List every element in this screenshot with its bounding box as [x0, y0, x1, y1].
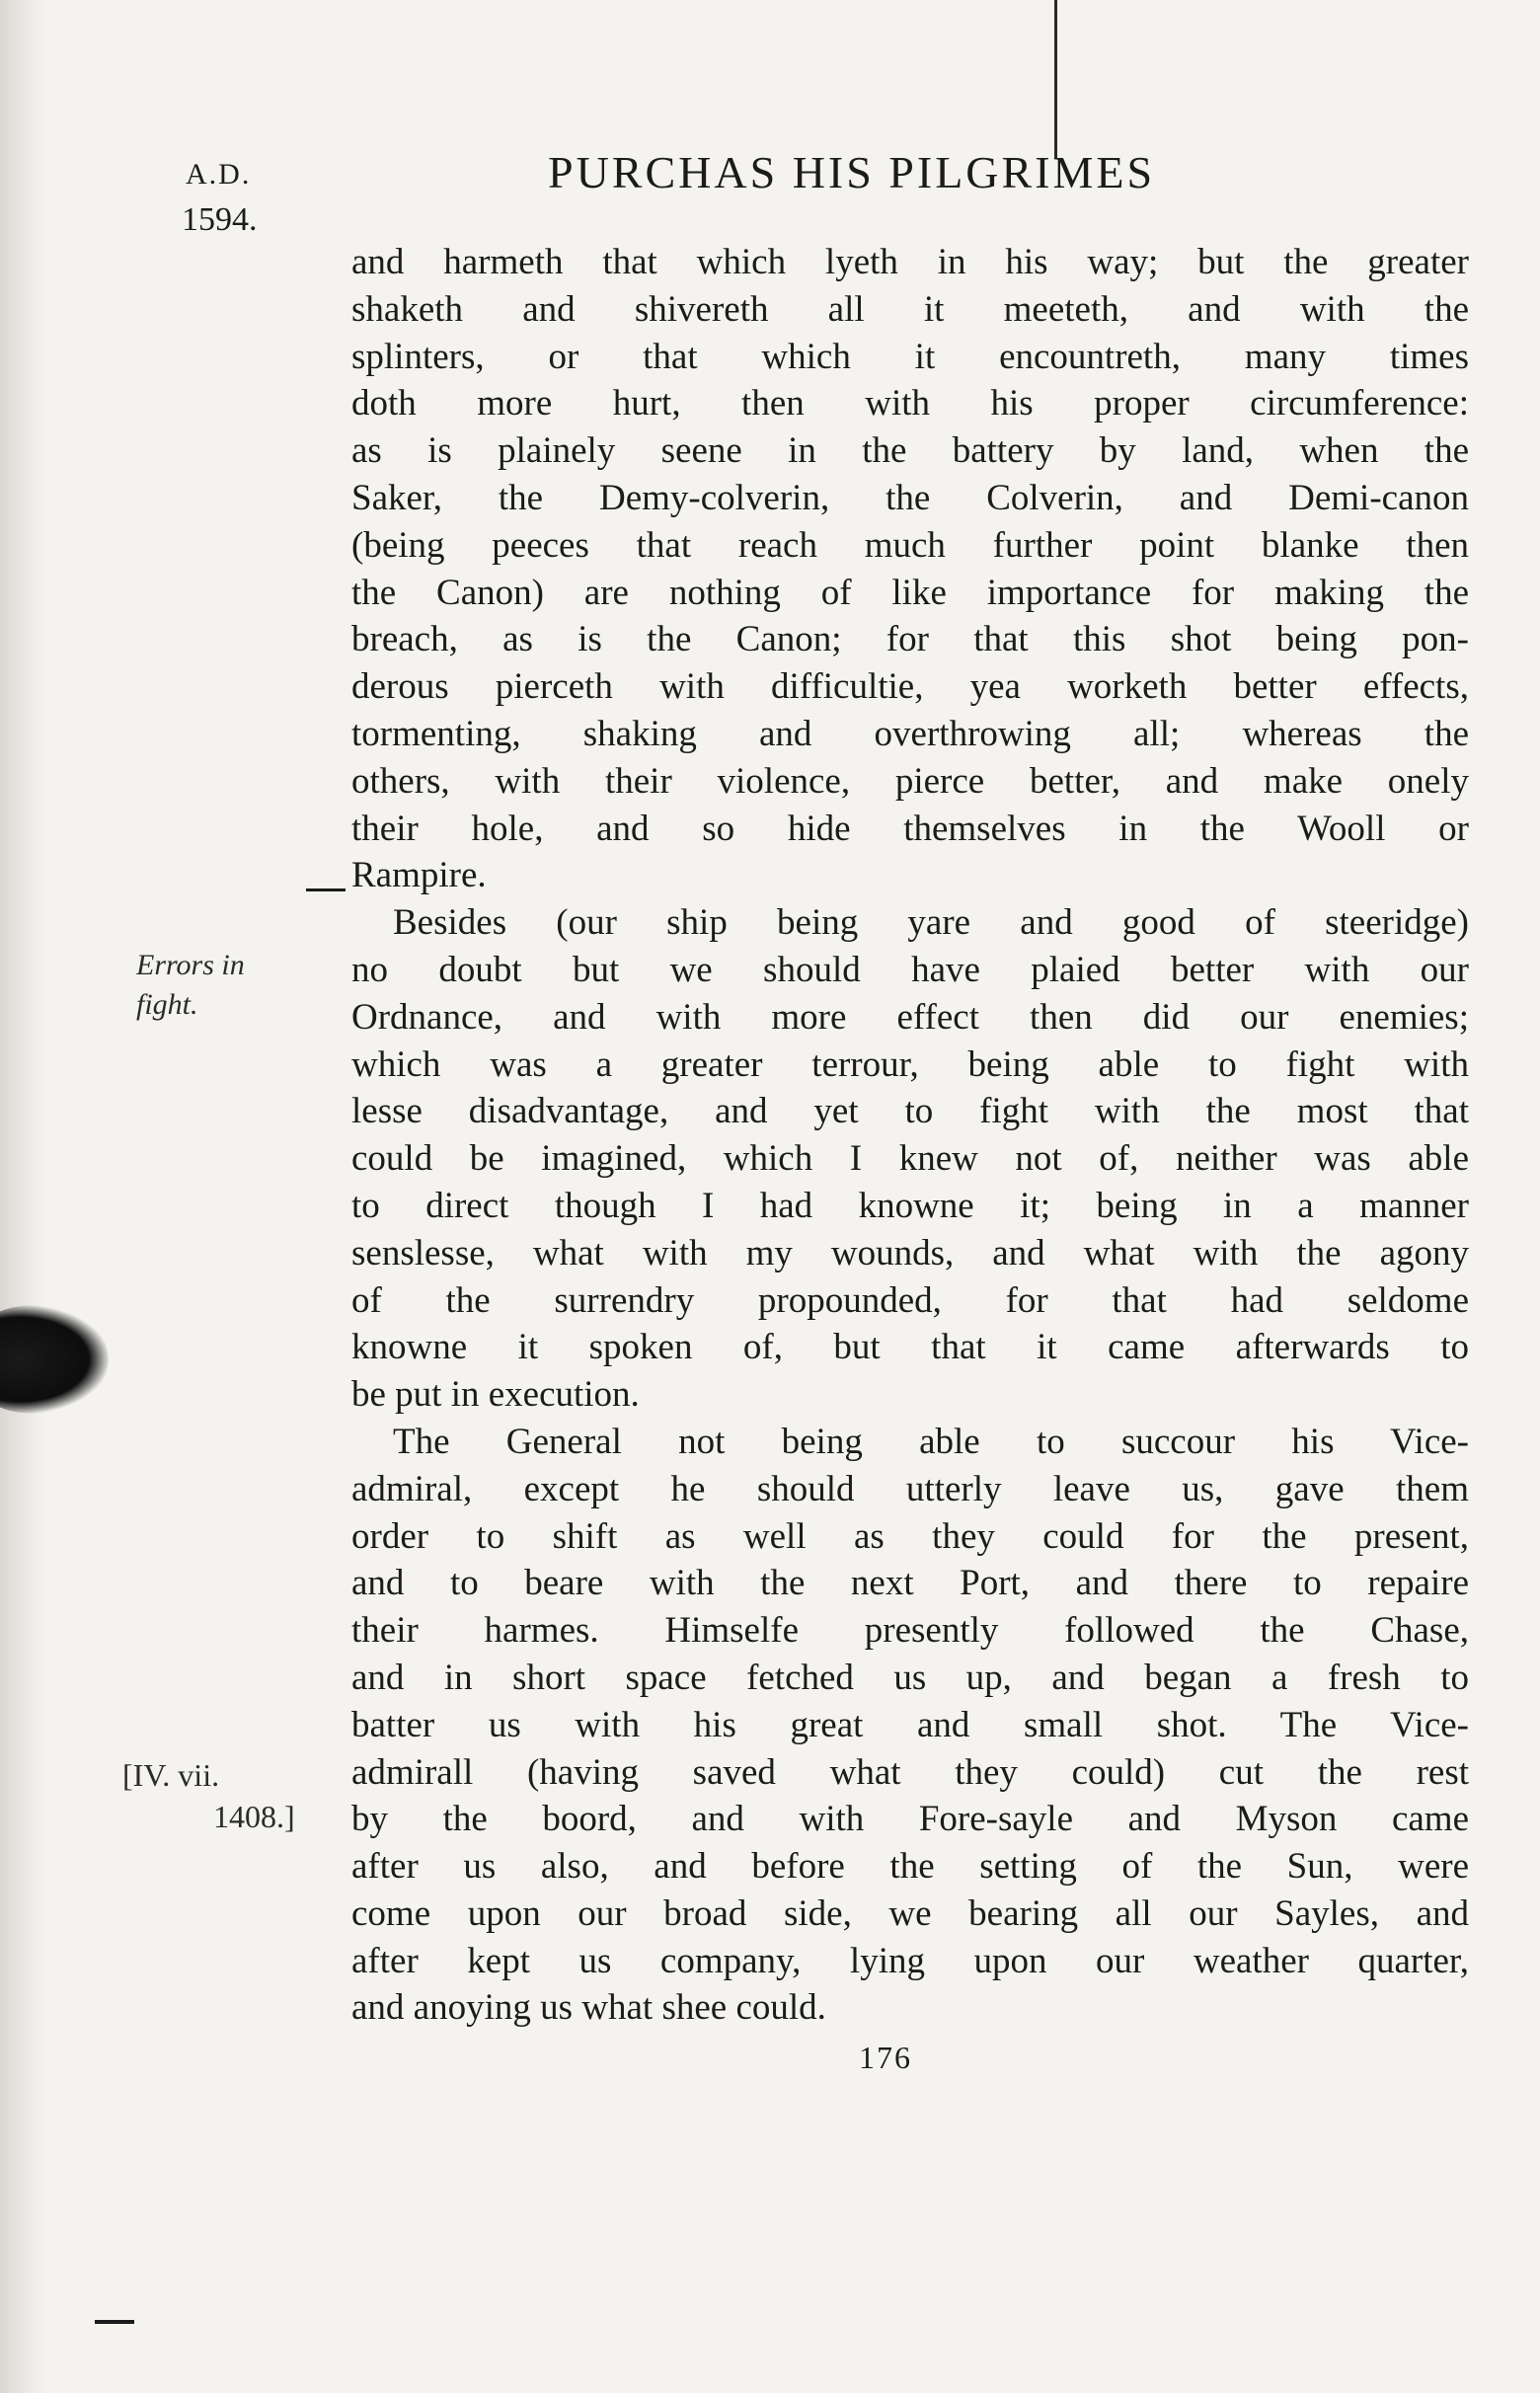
paragraph [351, 899, 1469, 947]
text-line: and anoying us what shee could. [351, 1987, 826, 2029]
text-line: others, with their violence, pierce better, and make onely [351, 760, 1469, 802]
text-line: Besides (our ship being yare and good of steeridge) [393, 902, 1469, 944]
text-line: batter us with his great and small shot. The Vice- [351, 1704, 1469, 1745]
text-line: senslesse, what with my wounds, and what with the agony [351, 1232, 1469, 1274]
year-label: 1594. [182, 201, 258, 238]
margin-ref-line: [IV. vii. [122, 1757, 220, 1793]
text-line: could be imagined, which I knew not of, neither was able [351, 1138, 1469, 1180]
text-line: their harmes. Himselfe presently followed the Chase, [351, 1610, 1469, 1652]
text-line: admiral, except he should utterly leave us, gave them [351, 1468, 1469, 1509]
ad-label: A.D. [186, 158, 252, 191]
text-line: lesse disadvantage, and yet to fight with the most that [351, 1091, 1469, 1132]
text-line: tormenting, shaking and overthrowing all; whereas the [351, 713, 1469, 754]
scanner-thumb-shadow [0, 1305, 109, 1414]
text-line: which was a greater terrour, being able to fight with [351, 1043, 1469, 1085]
text-line: after kept us company, lying upon our weather quarter, [351, 1940, 1469, 1981]
text-line: Rampire. [351, 855, 487, 896]
text-line: be put in execution. [351, 1374, 640, 1416]
text-line: Ordnance, and with more effect then did our enemies; [351, 996, 1469, 1038]
running-title: PURCHAS HIS PILGRIMES [548, 147, 1156, 197]
text-line: and to beare with the next Port, and there to repaire [351, 1563, 1469, 1604]
text-line: after us also, and before the setting of the Sun, were [351, 1846, 1469, 1888]
margin-note [136, 946, 245, 1025]
text-line: come upon our broad side, we bearing all our Sayles, and [351, 1892, 1469, 1934]
paragraph [351, 947, 1469, 1419]
text-line: and harmeth that which lyeth in his way; but the greater [351, 242, 1469, 282]
text-line: of the surrendry propounded, for that had seldome [351, 1279, 1469, 1321]
page-header [0, 146, 1540, 205]
text-line: as is plainely seene in the battery by land, when the [351, 430, 1469, 472]
text-line: and in short space fetched us up, and began a fresh to [351, 1657, 1469, 1698]
margin-note-line: fight. [136, 988, 198, 1021]
margin-ref-line: 1408.] [213, 1799, 295, 1834]
text-line: Saker, the Demy-colverin, the Colverin, and Demi-canon [351, 477, 1469, 518]
text-line: splinters, or that which it encountreth, many times [351, 336, 1469, 377]
margin-note-line: Errors in [136, 949, 245, 981]
text-line: shaketh and shivereth all it meeteth, and with the [351, 288, 1469, 330]
text-line: derous pierceth with difficultie, yea worketh better effects, [351, 666, 1469, 708]
corner-mark [95, 2320, 134, 2324]
text-line: to direct though I had knowne it; being in a manner [351, 1185, 1469, 1226]
text-line: by the boord, and with Fore-sayle and Myson came [351, 1799, 1469, 1840]
page-crease-line [1054, 0, 1057, 158]
binding-gutter-shadow [0, 0, 45, 2393]
text-line: breach, as is the Canon; for that this shot being pon- [351, 619, 1469, 660]
margin-page-reference [122, 1754, 295, 1837]
text-line: doth more hurt, then with his proper circumference: [351, 383, 1469, 425]
text-line: the Canon) are nothing of like importance for making the [351, 572, 1469, 613]
text-line: order to shift as well as they could for the present, [351, 1515, 1469, 1557]
text-line: knowne it spoken of, but that it came afterwards to [351, 1327, 1469, 1368]
paragraph [351, 239, 1469, 899]
text-line: their hole, and so hide themselves in the Wooll or [351, 808, 1469, 849]
text-line: (being peeces that reach much further point blanke then [351, 524, 1469, 566]
text-line: The General not being able to succour his Vice- [393, 1421, 1469, 1462]
margin-dash-mark [306, 888, 346, 891]
text-line: no doubt but we should have plaied better with our [351, 949, 1469, 990]
body-text [351, 239, 1469, 2032]
text-line: admirall (having saved what they could) cut the rest [351, 1751, 1469, 1793]
page-number: 176 [859, 2040, 912, 2075]
paragraph [351, 1466, 1469, 2033]
paragraph [351, 1419, 1469, 1466]
